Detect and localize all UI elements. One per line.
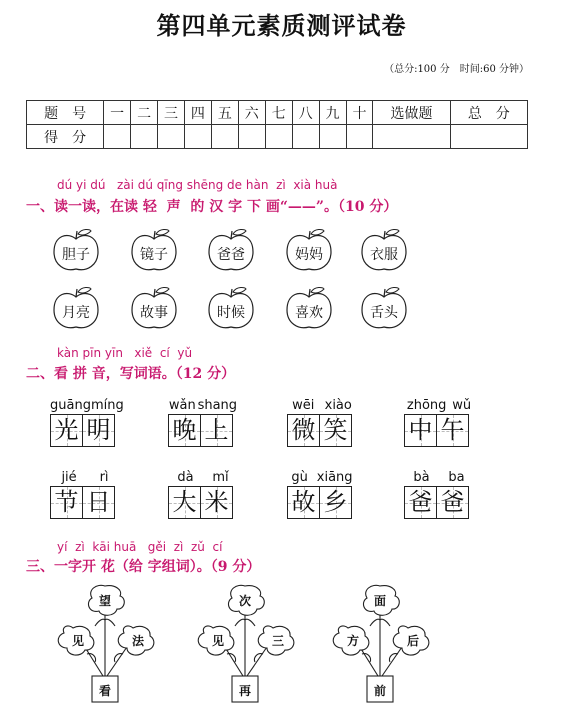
pinyin-syllable: xiào (324, 398, 352, 413)
score-header-cell: 一 (104, 101, 131, 125)
score-input-cell[interactable] (292, 125, 319, 149)
score-input-cell[interactable] (319, 125, 346, 149)
apple-word-text: 衣服 (370, 247, 398, 263)
flower-right-petal: 后 (406, 634, 419, 648)
character-text: 大 (172, 488, 197, 516)
character-text: 爸 (440, 488, 465, 516)
pinyin-syllable: mǐ (212, 470, 229, 485)
apple-word-text: 月亮 (62, 305, 90, 321)
character-cell[interactable] (287, 486, 320, 519)
character-cell[interactable] (200, 486, 233, 519)
apple-word (205, 286, 257, 332)
apple-word (283, 228, 335, 274)
pinyin-syllable: wǎn (168, 398, 196, 413)
character-text: 米 (204, 488, 229, 516)
character-cell[interactable] (200, 414, 233, 447)
character-text: 笑 (323, 416, 348, 444)
section2-pinyin: kàn pīn yīn xiě cí yǔ (57, 346, 193, 360)
character-cell[interactable] (436, 486, 469, 519)
score-input-cell[interactable] (373, 125, 450, 149)
apple-word (128, 286, 180, 332)
score-input-cell[interactable] (104, 125, 131, 149)
character-cell[interactable] (404, 486, 437, 519)
pinyin-word (168, 470, 238, 520)
character-grid (50, 486, 114, 519)
pinyin-label (287, 398, 357, 413)
flower-top-petal: 次 (238, 594, 251, 608)
score-header-cell: 七 (265, 101, 292, 125)
pinyin-label (287, 470, 357, 485)
pinyin-word (287, 398, 357, 448)
character-cell[interactable] (50, 414, 83, 447)
pinyin-word (50, 398, 124, 448)
pinyin-syllable: ba (448, 470, 465, 485)
pinyin-word (287, 470, 357, 520)
pinyin-syllable: wǔ (452, 398, 472, 413)
pinyin-syllable: zhōng (406, 398, 447, 413)
character-cell[interactable] (168, 414, 201, 447)
apple-word-text: 舌头 (370, 305, 398, 321)
apple-word-text: 喜欢 (295, 305, 323, 321)
pinyin-syllable: rì (99, 470, 109, 485)
character-cell[interactable] (50, 486, 83, 519)
character-grid (168, 414, 232, 447)
score-input-cell[interactable] (158, 125, 185, 149)
character-cell[interactable] (82, 414, 115, 447)
character-cell[interactable] (436, 414, 469, 447)
apple-word (50, 228, 102, 274)
score-header-cell: 二 (131, 101, 158, 125)
character-grid (168, 486, 232, 519)
score-input-cell[interactable] (346, 125, 373, 149)
pinyin-word (404, 398, 474, 448)
character-cell[interactable] (287, 414, 320, 447)
score-input-cell[interactable] (265, 125, 292, 149)
character-text: 中 (408, 416, 433, 444)
apple-word-text: 镜子 (140, 247, 168, 263)
score-table-header-row (27, 101, 528, 125)
character-cell[interactable] (319, 414, 352, 447)
score-row-label: 得 分 (27, 125, 104, 149)
character-grid (404, 486, 468, 519)
character-grid (287, 414, 351, 447)
apple-word-text: 爸爸 (217, 247, 245, 263)
flower-base-character: 前 (373, 684, 386, 698)
flower-top-petal: 望 (98, 594, 111, 608)
flower-base-character: 看 (98, 684, 111, 698)
flower-right-petal: 法 (131, 634, 144, 648)
score-input-cell[interactable] (238, 125, 265, 149)
section2-heading: 二、看 拼 音，写词语。（12 分） (26, 366, 236, 382)
pinyin-syllable: xiāng (316, 470, 353, 485)
apple-word (205, 228, 257, 274)
score-header-cell: 十 (346, 101, 373, 125)
pinyin-word (50, 470, 120, 520)
pinyin-syllable: míng (90, 398, 124, 413)
pinyin-word (168, 398, 238, 448)
score-header-cell: 六 (238, 101, 265, 125)
section3-heading: 三、一字开 花（给 字组词）。（9 分） (26, 559, 261, 575)
flower-left-petal: 见 (71, 634, 84, 648)
flower (185, 584, 305, 709)
character-cell[interactable] (319, 486, 352, 519)
score-header-cell: 八 (292, 101, 319, 125)
apple-word-text: 故事 (140, 305, 168, 321)
character-cell[interactable] (168, 486, 201, 519)
flower-top-petal: 面 (373, 594, 386, 608)
pinyin-word (404, 470, 474, 520)
character-cell[interactable] (82, 486, 115, 519)
flower-left-petal: 方 (346, 634, 359, 648)
apple-word-text: 时候 (217, 305, 245, 321)
character-text: 光 (54, 416, 79, 444)
score-header-cell: 五 (211, 101, 238, 125)
page-title: 第四单元素质测评试卷 (156, 11, 407, 40)
apple-word-text: 胆子 (62, 247, 90, 263)
flower-base-character: 再 (238, 684, 251, 698)
score-header-cell: 题 号 (27, 101, 104, 125)
pinyin-syllable: shang (197, 398, 238, 413)
flower (45, 584, 165, 709)
pinyin-label (404, 398, 474, 413)
section1-heading: 一、读一读，在读 轻 声 的 汉 字 下 画“——”。（10 分） (26, 199, 398, 215)
apple-word (358, 286, 410, 332)
score-table (26, 100, 528, 149)
score-input-cell[interactable] (184, 125, 211, 149)
pinyin-syllable: wēi (292, 398, 315, 413)
pinyin-syllable: guāng (50, 398, 91, 413)
apple-word (50, 286, 102, 332)
character-cell[interactable] (404, 414, 437, 447)
apple-word (283, 286, 335, 332)
flower-left-petal: 见 (211, 634, 224, 648)
score-header-cell: 三 (158, 101, 185, 125)
character-text: 日 (86, 488, 111, 516)
pinyin-syllable: jié (61, 470, 77, 485)
flower-right-petal: 三 (271, 634, 284, 648)
pinyin-syllable: dà (177, 470, 194, 485)
character-grid (404, 414, 468, 447)
character-grid (50, 414, 114, 447)
apple-word (358, 228, 410, 274)
character-text: 明 (86, 416, 111, 444)
test-meta: （总分:100 分 时间:60 分钟） (384, 64, 529, 75)
pinyin-syllable: gù (291, 470, 308, 485)
pinyin-label (50, 470, 120, 485)
section1-pinyin: dú yi dú zài dú qīng shēng de hàn zì xià huà (57, 178, 338, 192)
score-table-score-row (27, 125, 528, 149)
pinyin-label (404, 470, 474, 485)
score-header-cell: 总 分 (450, 101, 527, 125)
character-grid (287, 486, 351, 519)
character-text: 节 (54, 488, 79, 516)
flower (320, 584, 440, 709)
character-text: 爸 (408, 488, 433, 516)
score-input-cell[interactable] (211, 125, 238, 149)
character-text: 晚 (172, 416, 197, 444)
score-input-cell[interactable] (450, 125, 527, 149)
pinyin-label (168, 398, 238, 413)
character-text: 午 (440, 416, 465, 444)
character-text: 乡 (323, 488, 348, 516)
apple-word (128, 228, 180, 274)
score-header-cell: 四 (184, 101, 211, 125)
character-text: 微 (291, 416, 316, 444)
score-header-cell: 九 (319, 101, 346, 125)
section3-pinyin: yí zì kāi huā gěi zì zǔ cí (57, 540, 223, 554)
pinyin-label (50, 398, 124, 413)
pinyin-label (168, 470, 238, 485)
apple-word-text: 妈妈 (295, 247, 323, 263)
character-text: 上 (204, 416, 229, 444)
pinyin-syllable: bà (413, 470, 430, 485)
score-input-cell[interactable] (131, 125, 158, 149)
score-header-cell: 选做题 (373, 101, 450, 125)
character-text: 故 (291, 488, 316, 516)
